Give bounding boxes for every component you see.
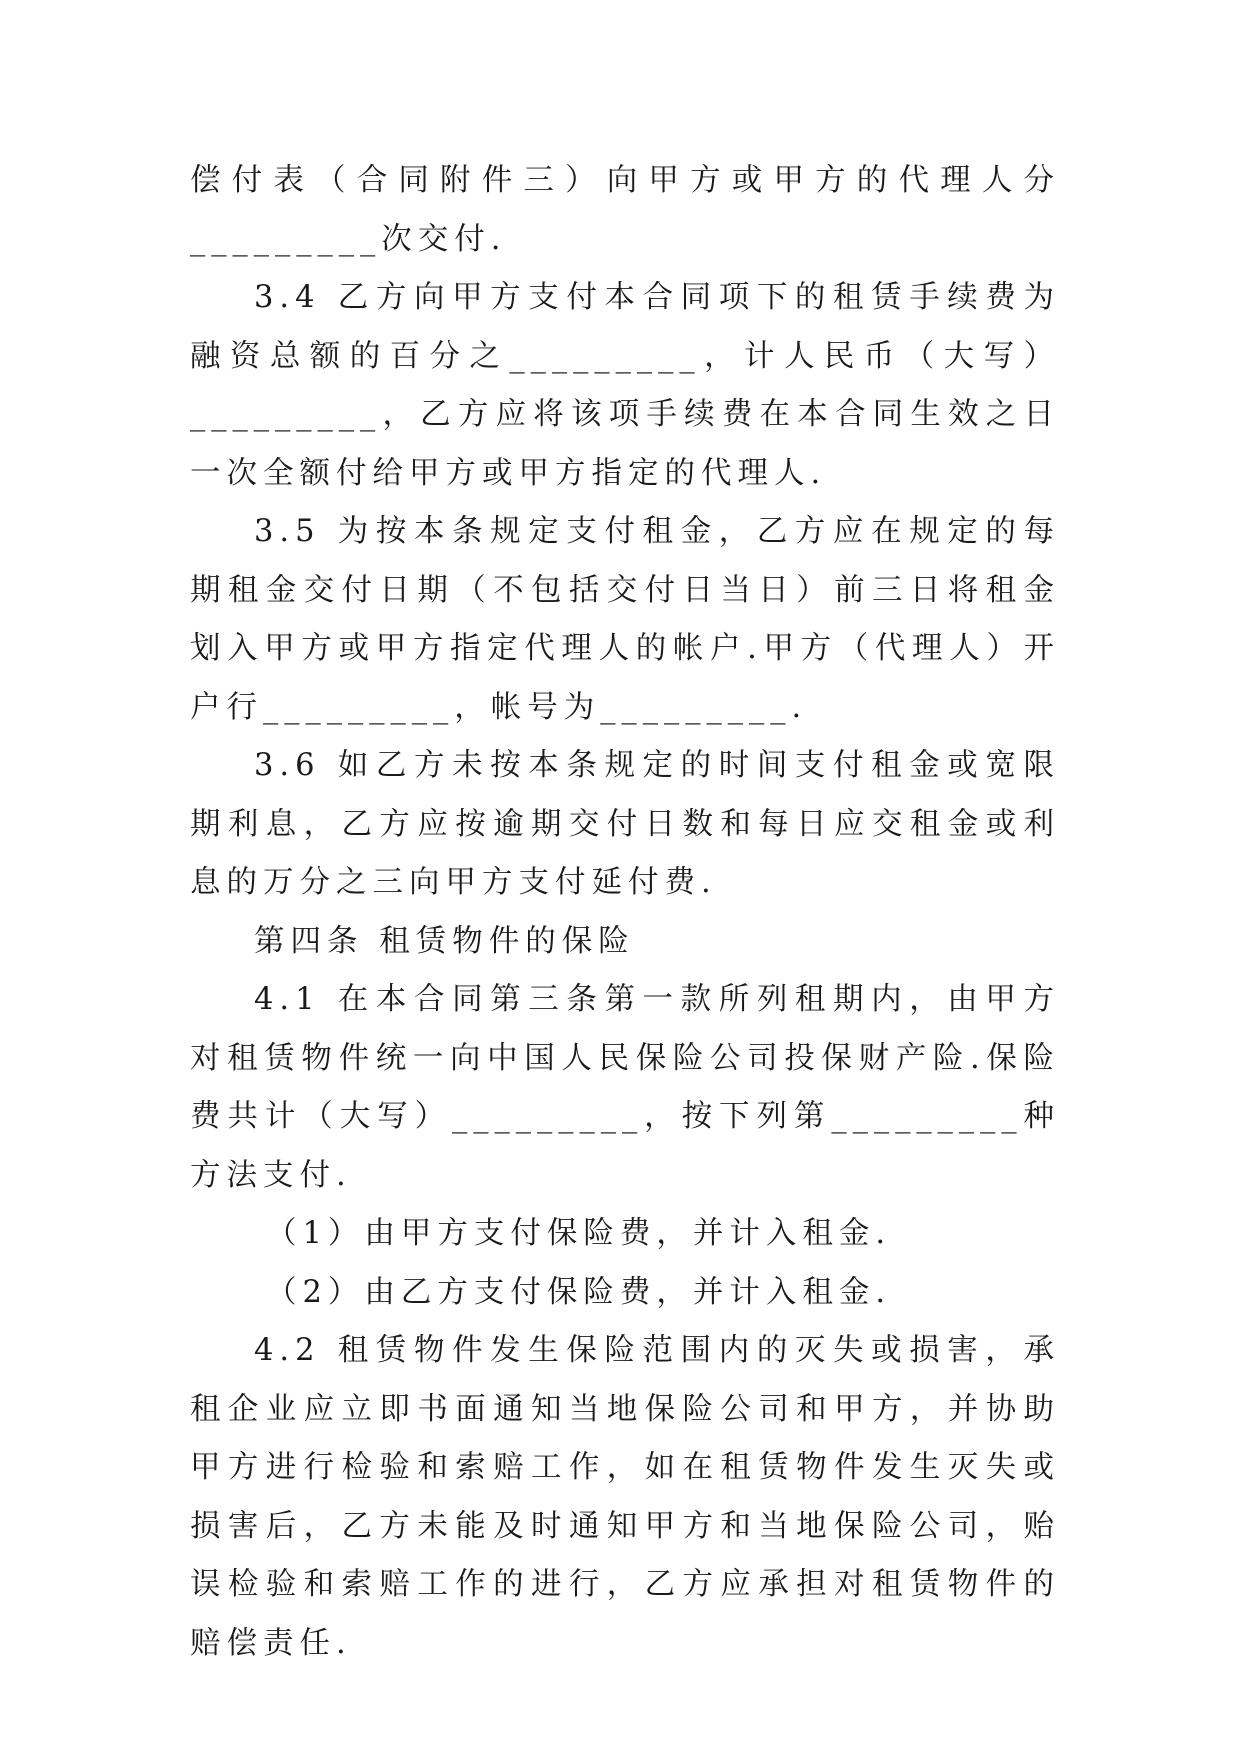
paragraph-3-3-continuation: 偿付表（合同附件三）向甲方或甲方的代理人分_________次交付.	[190, 163, 1060, 257]
document-body	[190, 152, 1060, 1673]
article-4-heading: 第四条 租赁物件的保险	[254, 923, 635, 959]
paragraph-3-5: 3.5 为按本条规定支付租金，乙方应在规定的每期租金交付日期（不包括交付日当日）前三日将租金划入甲方或甲方指定代理人的帐户.甲方（代理人）开户行_________，帐号为_________.	[190, 514, 1060, 725]
paragraph-4-1-option-2: （2）由乙方支付保险费，并计入租金.	[266, 1274, 892, 1310]
paragraph-4-1-option-1: （1）由甲方支付保险费，并计入租金.	[266, 1216, 892, 1251]
paragraph-3-4: 3.4 乙方向甲方支付本合同项下的租赁手续费为融资总额的百分之_________，计人民币（大写）_________，乙方应将该项手续费在本合同生效之日一次全额付给甲方或甲方指定的代理人.	[190, 280, 1060, 491]
paragraph-4-2: 4.2 租赁物件发生保险范围内的灭失或损害，承租企业应立即书面通知当地保险公司和甲方，并协助甲方进行检验和索赔工作，如在租赁物件发生灭失或损害后，乙方未能及时通知甲方和当地保险公司，贻误检验和索赔工作的进行，乙方应承担对租赁物件的赔偿责任.	[190, 1333, 1060, 1661]
paragraph-4-1: 4.1 在本合同第三条第一款所列租期内，由甲方对租赁物件统一向中国人民保险公司投保财产险.保险费共计（大写）_________，按下列第_________种方法支付.	[190, 982, 1060, 1193]
paragraph-3-6: 3.6 如乙方未按本条规定的时间支付租金或宽限期利息，乙方应按逾期交付日数和每日应交租金或利息的万分之三向甲方支付延付费.	[190, 748, 1060, 900]
